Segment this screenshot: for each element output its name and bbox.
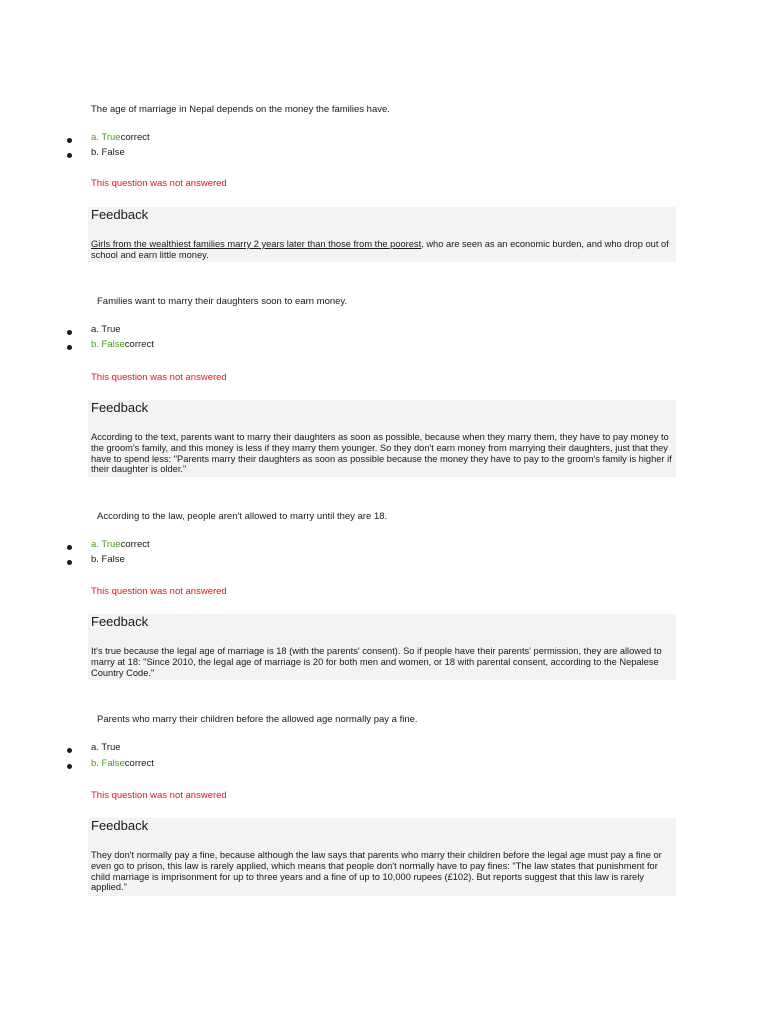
feedback-box — [88, 207, 676, 262]
option-b — [91, 147, 125, 159]
feedback-text: It's true because the legal age of marriage is 18 (with the parents' consent). So if people have their parents' permission, they are allowed to marry at 18: "Since 2010, the legal age of marriage is 20 for both men and women, or 18 with parental consent, according to the Nepalese Country Code." — [91, 646, 662, 678]
correct-tag: correct — [124, 758, 154, 769]
feedback-underlined: Girls from the wealthiest families marry 2 years later than those from the poorest — [91, 239, 422, 249]
status-not-answered: This question was not answered — [91, 372, 227, 383]
correct-tag: correct — [120, 132, 150, 143]
bullet-icon — [67, 560, 72, 565]
status-not-answered: This question was not answered — [91, 178, 227, 189]
correct-tag: correct — [124, 339, 154, 350]
feedback-text: They don't normally pay a fine, because although the law says that parents who marry their children before the legal age must pay a fine or even go to prison, this law is rarely applied, which means that people don't normally have to pay fines: "The law states that punishment for child marriage is imprisonment for up to three years and a fine of up to 10,000 rupees (£102). But reports suggest that this law is rarely applied." — [91, 850, 662, 893]
feedback-box — [88, 818, 676, 896]
feedback-title: Feedback — [91, 614, 149, 629]
option-label: b. False — [91, 758, 125, 769]
question-prompt: According to the law, people aren't allowed to marry until they are 18. — [97, 511, 388, 522]
option-b — [91, 339, 154, 351]
bullet-icon — [67, 748, 72, 753]
option-label: a. True — [91, 742, 121, 753]
feedback-title: Feedback — [91, 818, 149, 833]
feedback-title: Feedback — [91, 207, 149, 222]
bullet-icon — [67, 545, 72, 550]
status-not-answered: This question was not answered — [91, 586, 227, 597]
bullet-icon — [67, 153, 72, 158]
bullet-icon — [67, 138, 72, 143]
bullet-icon — [67, 764, 72, 769]
option-label: b. False — [91, 147, 125, 158]
question-prompt: Parents who marry their children before the allowed age normally pay a fine. — [97, 714, 418, 725]
option-label: b. False — [91, 554, 125, 565]
feedback-title: Feedback — [91, 400, 149, 415]
option-b — [91, 554, 125, 566]
feedback-text: According to the text, parents want to marry their daughters as soon as possible, because when they marry them, they have to pay money to the groom's family, and this money is less if they marry them younger. So they don't earn money from marrying their daughters, just that they have to spend less: "Parents marry their daughters as soon as possible because the money they have to pay to the groom's family is higher if their daughter is older." — [91, 432, 672, 475]
bullet-icon — [67, 345, 72, 350]
feedback-box — [88, 614, 676, 680]
feedback-box — [88, 400, 676, 477]
option-label: b. False — [91, 339, 125, 350]
option-label: a. True — [91, 324, 121, 335]
question-prompt: Families want to marry their daughters soon to earn money. — [97, 296, 348, 307]
feedback-rest: , who are seen as an economic burden, and who drop out of school and earn little money. — [91, 239, 669, 260]
option-a — [91, 539, 150, 551]
option-a — [91, 742, 121, 754]
option-a — [91, 324, 121, 336]
feedback-text — [91, 239, 675, 261]
status-not-answered: This question was not answered — [91, 790, 227, 801]
correct-tag: correct — [120, 539, 150, 550]
option-label: a. True — [91, 539, 121, 550]
question-prompt: The age of marriage in Nepal depends on the money the families have. — [91, 104, 390, 115]
option-a — [91, 132, 150, 144]
bullet-icon — [67, 330, 72, 335]
option-label: a. True — [91, 132, 121, 143]
option-b — [91, 758, 154, 770]
